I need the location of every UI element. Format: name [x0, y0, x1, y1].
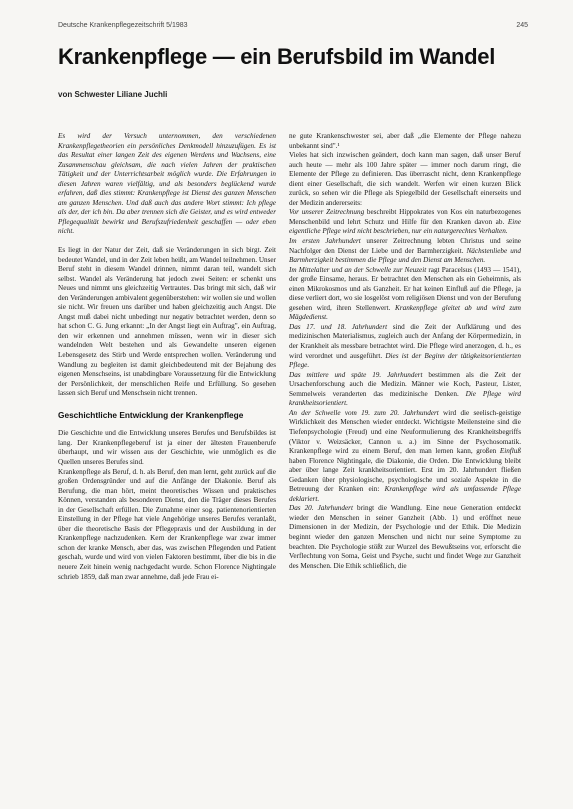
- right-paragraph-7: [289, 371, 521, 409]
- era-label: An der Schwelle vom 19. zum 20. Jahrhundert: [289, 408, 439, 417]
- era-label: Das 20. Jahrhundert: [289, 504, 353, 513]
- right-column: [289, 132, 521, 571]
- article-author: von Schwester Liliane Juchli: [58, 90, 168, 99]
- right-paragraph-8: [289, 409, 521, 504]
- section-heading: Geschichtliche Entwicklung der Krankenpflege: [58, 409, 244, 420]
- running-header: [58, 22, 528, 29]
- para-emphasis: Einfluß: [499, 447, 521, 456]
- era-label: Das 17. und 18. Jahrhundert: [289, 322, 388, 331]
- intro-paragraph: Es liegt in der Natur der Zeit, daß sie Veränderungen in sich birgt. Zeit bedeutet Wandel, und in der Zeit leben heißt, am Wandel teilnehmen. Unser Beruf steht in diesem Wandel drinnen, nimmt daran teil, wandelt sich selbst. Wandel als Veränderung hat jedoch zwei Seiten: er schenkt uns Neues und nimmt uns gleichzeitig Vertrautes. Das bringt mit sich, daß wir den Veränderungen ambivalent gegenüberstehen: wir wollen sie und wollen sie nicht. Wir freuen uns darüber und haben gleichzeitig auch Angst. Die Angst muß dabei nicht unbedingt nur negativ betrachtet werden, denn so hat schon C. G. Jung erkannt: „In der Angst liegt ein Auftrag", ein Auftrag, den wir erkennen und annehmen müssen, wenn wir in dieser sich wandelnden Welt bestehen und als Gewandelte unseren eigenen Lebensgesetz des Stirb und Werde entsprechen wollen. Veränderung und Wandlung zu begleiten ist damit gleichbedeutend mit der Bejahung des eigenen Menschseins, ist unabdingbare Voraussetzung für die Entwicklung der Persönlichkeit, der menschlichen Reife und Erfüllung. So gesehen lassen sich Beruf und Menschsein nicht trennen.: [58, 246, 276, 398]
- era-label: Im ersten Jahrhundert: [289, 237, 361, 246]
- para-emphasis: Nächstenliebe und Barmherzigkeit bestimmen die Pflege und den Dienst am Menschen.: [289, 246, 522, 265]
- running-head-text: Deutsche Krankenpflegezeitschrift 5/1983: [58, 22, 188, 29]
- right-paragraph-9: [289, 504, 521, 571]
- para-emphasis: Eine eigentliche Pflege wird nicht beschrieben, nur ein naturgerechtes Verhalten.: [289, 217, 521, 236]
- para-text: sind die Zeit der Aufklärung und des medizinischen Materialismus, zugleich auch der Anfang der Körpermedizin, in der Krankheit als messbare betrachtet wird. Die Pflege wird anerzogen, d. h., es wird verordnet und ausgeführt.: [289, 322, 521, 360]
- para-text: beschreibt Hippokrates von Kos ein naturbezogenes Menschenbild und lehrt Schutz und Hilfe für den Kranken davon ab.: [289, 208, 521, 226]
- right-paragraph-6: [289, 323, 521, 371]
- para-emphasis: Krankenpflege wird als umfassende Pflege deklariert.: [289, 485, 521, 503]
- page-number: 245: [516, 22, 528, 29]
- history-paragraph-1: Die Geschichte und die Entwicklung unseres Berufes und Berufsbildes ist lang. Der Krankenpflegeberuf ist ja einer der ältesten Frauenberufe überhaupt, und wir wissen aus der Geschichte, wie unmöglich es die Quellen unseres Berufes sind.: [58, 429, 276, 466]
- era-label: Im Mittelalter und an der Schwelle zur Neuzeit: [289, 265, 427, 274]
- para-text: bestimmen als die Zeit der Ursachenforschung auch die Medizin. Männer wie Koch, Pasteur, Lister, Semmelweis veranderten das medizinische Denken.: [289, 370, 522, 398]
- right-paragraph-4: [289, 237, 521, 266]
- right-paragraph-1: ne gute Krankenschwester sei, aber daß „die Elemente der Pflege nahezu unbekannt sind".¹: [289, 132, 521, 150]
- para-emphasis: Dies ist der Beginn der tätigkeitsorientierten Pflege.: [289, 351, 521, 370]
- para-text: wird die seelisch-geistige Wirklichkeit des Menschen wieder entdeckt. Wichtigste Meilensteine sind die Tiefenpsychologie (Freud) und eine Neuformulierung des Krankheitsbegriffs (Viktor v. Weizsäcker, Cannon u. a.) im Sinne der Psychosomatik. Krankenpflege wird zu einem Beruf, den man lernen kann, großen: [289, 408, 521, 456]
- right-paragraph-2: Vieles hat sich inzwischen geändert, doch kann man sagen, daß unser Beruf auch heute — mehr als 100 Jahre später — immer noch darum ringt, die Elemente der Pflege zu definieren. Das überrascht nicht, denn Krankenpflege dient einer Gesellschaft, die sich wandelt. Werfen wir einen kurzen Blick zurück, so sehen wir die Pflege als Spiegelbild der Gesellschaft einerseits und der Medizin andererseits:: [289, 151, 521, 207]
- para-emphasis: Die Pflege wird krankheitsorientiert.: [289, 389, 521, 408]
- article-title: Krankenpflege — ein Berufsbild im Wandel: [58, 44, 496, 69]
- para-text: haben Florence Nightingale, die Diakonie, die Orden. Die Entwicklung bleibt aber über lange Zeit krankheitsorientiert. Erst im 20. Jahrhundert fließen Gedanken über physiologische, psychologische und soziale Aspekte in die Betreuung der Kranken ein:: [289, 456, 521, 494]
- para-emphasis: Krankenpflege gleitet ab und wird zum Mägdedienst.: [289, 303, 521, 322]
- para-text: ragt Paracelsus (1493 — 1541), der große Einsame, heraus. Er betrachtet den Menschen als ein Geheimnis, als einen Mikrokosmos und als Ganzheit. Er hat keinen Einfluß auf die Pflege, ja diese verliert dort, wo sie losgelöst vom religiösen Dienst und von der Berufung gesehen wird, ihren Stellenwert.: [289, 265, 521, 312]
- era-label: Vor unserer Zeitrechnung: [289, 208, 365, 217]
- right-paragraph-5: [289, 266, 521, 323]
- para-text: unserer Zeitrechnung lebten Christus und seine Nachfolger den Dienst der Liebe und der Barmherzigkeit.: [289, 237, 521, 255]
- right-paragraph-3: [289, 208, 521, 237]
- para-text: bringt die Wandlung. Eine neue Generation entdeckt wieder den Menschen in seiner Ganzheit (Abb. 1) und eröffnet neue Dimensionen in der Medizin, der Psychologie und der Ethik. Die Medizin beginnt wieder den ganzen Menschen und nicht nur seine Symptome zu beachten. Die Psychologie stößt zur Wurzel des Bewußtseins vor, erforscht die Verflechtung von Soma, Geist und Psyche, sucht und findet Wege zur Ganzheit des Menschen. Die Ethik schließlich, die: [289, 504, 521, 570]
- left-column: [58, 132, 276, 582]
- era-label: Das mittlere und späte 19. Jahrhundert: [289, 370, 423, 379]
- history-paragraph-2: Krankenpflege als Beruf, d. h. als Beruf, den man lernt, geht zurück auf die großen Ordensgründer und auf die Anfänge der Diakonie. Beruf als Berufung, die man hört, meint theoretisches Wissen und praktisches Können, verstanden als besonderen Dienst, den die Träger dieses Berufes in der Gesellschaft erfüllen. Die Zunahme einer sog. patientenorientierten Einstellung in der Pflege hat viele Angehörige unseres Berufes veranlaßt, über die theoretische Basis der Pflegepraxis und der Ausbildung in der Krankenpflege nachzudenken. Kern der Krankenpflege war zwar immer schon der kranke Mensch, aber das, was zwischen Pflegenden und Patient geschah, wurde und wird von vielen Faktoren bestimmt, über die bis in die neuere Zeit hinein wenig nachgedacht wurde. Schon Florence Nightingale schrieb 1859, daß man zwar annehme, daß jede Frau ei-: [58, 467, 276, 581]
- abstract-paragraph: Es wird der Versuch unternommen, den verschiedenen Krankenpflegetheorien ein persönliches Denkmodell hinzuzufügen. Es ist das Resultat einer langen Zeit des eigenen Werdens und Wachsens, eine Zusammenschau gleichsam, die nach vielen Jahren der praktischen Tätigkeit und der Unterrichtsarbeit möglich wurde. Die Erfahrungen in diesen Jahren waren vielfältig, und als besonders beglückend wurde erfahren, daß dies stimmt: Krankenpflege ist Dienst des ganzen Menschen am ganzen Menschen. Und daß auch das andere Wort stimmt: Ich pflege als der, der ich bin. Da aber trennen sich die Geister, und es wird entweder Pflegequalität bewirkt und Berufszufriedenheit geschaffen — oder eben nicht.: [58, 132, 276, 236]
